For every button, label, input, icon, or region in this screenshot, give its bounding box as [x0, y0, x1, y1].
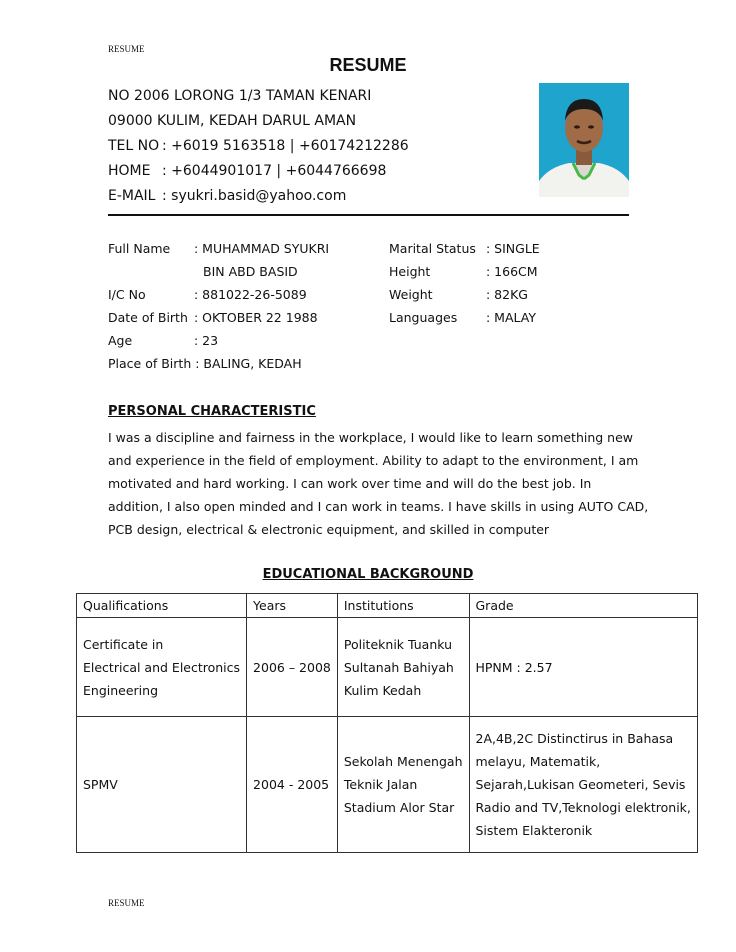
tel-row	[108, 134, 409, 159]
grade-cell	[469, 717, 697, 853]
institution-line: Teknik Jalan	[343, 777, 418, 792]
education-table	[76, 593, 698, 853]
characteristic-line: motivated and hard working. I can work over time and will do the best job. In	[108, 476, 592, 491]
grade-line: Sejarah,Lukisan Geometeri, Sevis	[475, 777, 686, 792]
qualification-cell	[77, 618, 247, 717]
home-value: : +6044901017 | +6044766698	[162, 163, 387, 179]
qualification-cell	[77, 717, 247, 853]
running-footer: RESUME	[108, 898, 145, 908]
education-heading: EDUCATIONAL BACKGROUND	[262, 567, 474, 582]
email-label: E-MAIL	[108, 188, 156, 204]
characteristic-paragraph	[108, 426, 649, 541]
qualification-line: Electrical and Electronics	[83, 659, 241, 675]
dob-label: Date of Birth	[108, 310, 188, 325]
column-header-institutions: Institutions	[337, 594, 469, 618]
age-label: Age	[108, 333, 133, 348]
pob-label: Place of Birth	[108, 356, 192, 371]
qualification-line: SPMV	[83, 777, 118, 792]
page-title: RESUME	[329, 55, 407, 75]
institution-cell	[337, 618, 469, 717]
email-value: : syukri.basid@yahoo.com	[162, 188, 347, 204]
tel-label: TEL NO	[108, 138, 160, 154]
institution-line: Sekolah Menengah	[343, 754, 463, 769]
full-name-value: : MUHAMMAD SYUKRI	[194, 241, 330, 256]
table-row	[77, 717, 698, 853]
marital-value: : SINGLE	[486, 241, 540, 256]
institution-line: Kulim Kedah	[343, 682, 422, 698]
home-row	[108, 159, 409, 184]
grade-line: HPNM : 2.57	[475, 659, 553, 675]
contact-block	[108, 84, 409, 209]
marital-label: Marital Status	[389, 241, 476, 256]
years-cell	[247, 618, 338, 717]
grade-line: Radio and TV,Teknologi elektronik,	[475, 800, 691, 815]
ic-value: : 881022-26-5089	[194, 287, 307, 302]
grade-cell	[469, 618, 697, 717]
characteristic-line: addition, I also open minded and I can work in teams. I have skills in using AUTO CAD,	[108, 499, 649, 514]
characteristic-line: and experience in the field of employment. Ability to adapt to the environment, I am	[108, 453, 639, 468]
table-row	[77, 618, 698, 717]
pob-value: : BALING, KEDAH	[195, 356, 302, 371]
ic-label: I/C No	[108, 287, 146, 302]
age-value: : 23	[194, 333, 219, 348]
grade-line: 2A,4B,2C Distinctirus in Bahasa	[475, 731, 674, 746]
grade-line: Sistem Elakteronik	[475, 823, 593, 838]
characteristic-line: PCB design, electrical & electronic equipment, and skilled in computer	[108, 522, 550, 537]
grade-line: melayu, Matematik,	[475, 754, 601, 769]
weight-value: : 82KG	[486, 287, 528, 302]
institution-line: Sultanah Bahiyah	[343, 659, 454, 675]
column-header-qualifications: Qualifications	[77, 594, 247, 618]
home-label: HOME	[108, 163, 151, 179]
institution-cell	[337, 717, 469, 853]
address-line-2: 09000 KULIM, KEDAH DARUL AMAN	[108, 113, 357, 129]
column-header-grade: Grade	[469, 594, 697, 618]
weight-label: Weight	[389, 287, 433, 302]
height-value: : 166CM	[486, 264, 538, 279]
institution-line: Stadium Alor Star	[343, 800, 455, 815]
tel-value: : +6019 5163518 | +60174212286	[162, 138, 409, 154]
height-label: Height	[389, 264, 431, 279]
table-header-row	[77, 594, 698, 618]
characteristic-line: I was a discipline and fairness in the workplace, I would like to learn something new	[108, 430, 634, 445]
characteristic-heading: PERSONAL CHARACTERISTIC	[108, 404, 316, 419]
qualification-line: Certificate in	[83, 636, 164, 652]
full-name-value-2: BIN ABD BASID	[203, 264, 298, 279]
address-line-1: NO 2006 LORONG 1/3 TAMAN KENARI	[108, 88, 372, 104]
institution-line: Politeknik Tuanku	[343, 636, 453, 652]
full-name-label: Full Name	[108, 241, 171, 256]
dob-value: : OKTOBER 22 1988	[194, 310, 318, 325]
header-divider	[108, 214, 629, 216]
languages-value: : MALAY	[486, 310, 536, 325]
column-header-years: Years	[247, 594, 338, 618]
years-cell	[247, 717, 338, 853]
personal-details-left	[108, 237, 329, 375]
years-value: 2004 - 2005	[253, 777, 330, 792]
personal-details-right	[389, 237, 540, 329]
email-row	[108, 184, 409, 209]
languages-label: Languages	[389, 310, 458, 325]
profile-photo	[539, 83, 629, 197]
qualification-line: Engineering	[83, 682, 158, 698]
running-header: RESUME	[108, 44, 145, 54]
years-value: 2006 – 2008	[253, 659, 331, 675]
